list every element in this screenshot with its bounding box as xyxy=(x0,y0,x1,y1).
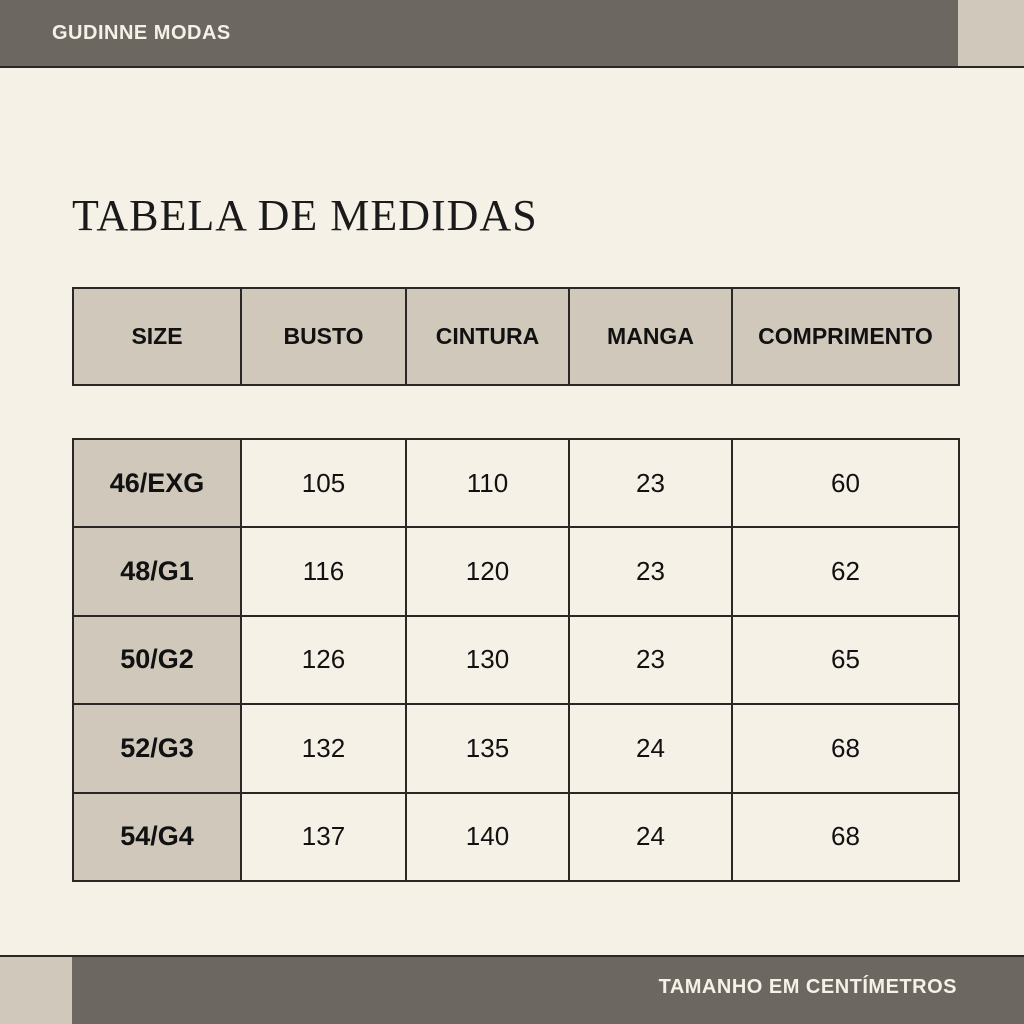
comprimento-cell: 68 xyxy=(732,793,959,881)
comprimento-cell: 62 xyxy=(732,527,959,615)
busto-cell: 137 xyxy=(241,793,406,881)
manga-cell: 24 xyxy=(569,793,732,881)
column-header-comprimento: COMPRIMENTO xyxy=(732,288,959,385)
cintura-cell: 130 xyxy=(406,616,569,704)
cintura-cell: 110 xyxy=(406,439,569,527)
table-row xyxy=(73,793,959,881)
cintura-cell: 135 xyxy=(406,704,569,792)
manga-cell: 24 xyxy=(569,704,732,792)
table-row xyxy=(73,527,959,615)
column-header-table xyxy=(72,287,960,386)
comprimento-cell: 68 xyxy=(732,704,959,792)
unit-note: TAMANHO EM CENTÍMETROS xyxy=(658,976,957,998)
cintura-cell: 140 xyxy=(406,793,569,881)
header-row xyxy=(73,288,959,385)
manga-cell: 23 xyxy=(569,439,732,527)
busto-cell: 126 xyxy=(241,616,406,704)
size-cell: 50/G2 xyxy=(73,616,241,704)
top-banner xyxy=(0,0,958,68)
page-title: TABELA DE MEDIDAS xyxy=(72,191,538,240)
comprimento-cell: 65 xyxy=(732,616,959,704)
size-cell: 48/G1 xyxy=(73,527,241,615)
cintura-cell: 120 xyxy=(406,527,569,615)
measurements-table xyxy=(72,438,960,882)
busto-cell: 132 xyxy=(241,704,406,792)
top-corner-block xyxy=(958,0,1024,68)
table-row xyxy=(73,616,959,704)
column-header-size: SIZE xyxy=(73,288,241,385)
table-row xyxy=(73,439,959,527)
size-cell: 54/G4 xyxy=(73,793,241,881)
busto-cell: 105 xyxy=(241,439,406,527)
column-header-cintura: CINTURA xyxy=(406,288,569,385)
column-header-busto: BUSTO xyxy=(241,288,406,385)
manga-cell: 23 xyxy=(569,616,732,704)
busto-cell: 116 xyxy=(241,527,406,615)
size-cell: 46/EXG xyxy=(73,439,241,527)
brand-name: GUDINNE MODAS xyxy=(52,22,231,44)
bottom-corner-block xyxy=(0,955,72,1024)
table-row xyxy=(73,704,959,792)
size-cell: 52/G3 xyxy=(73,704,241,792)
comprimento-cell: 60 xyxy=(732,439,959,527)
manga-cell: 23 xyxy=(569,527,732,615)
column-header-manga: MANGA xyxy=(569,288,732,385)
